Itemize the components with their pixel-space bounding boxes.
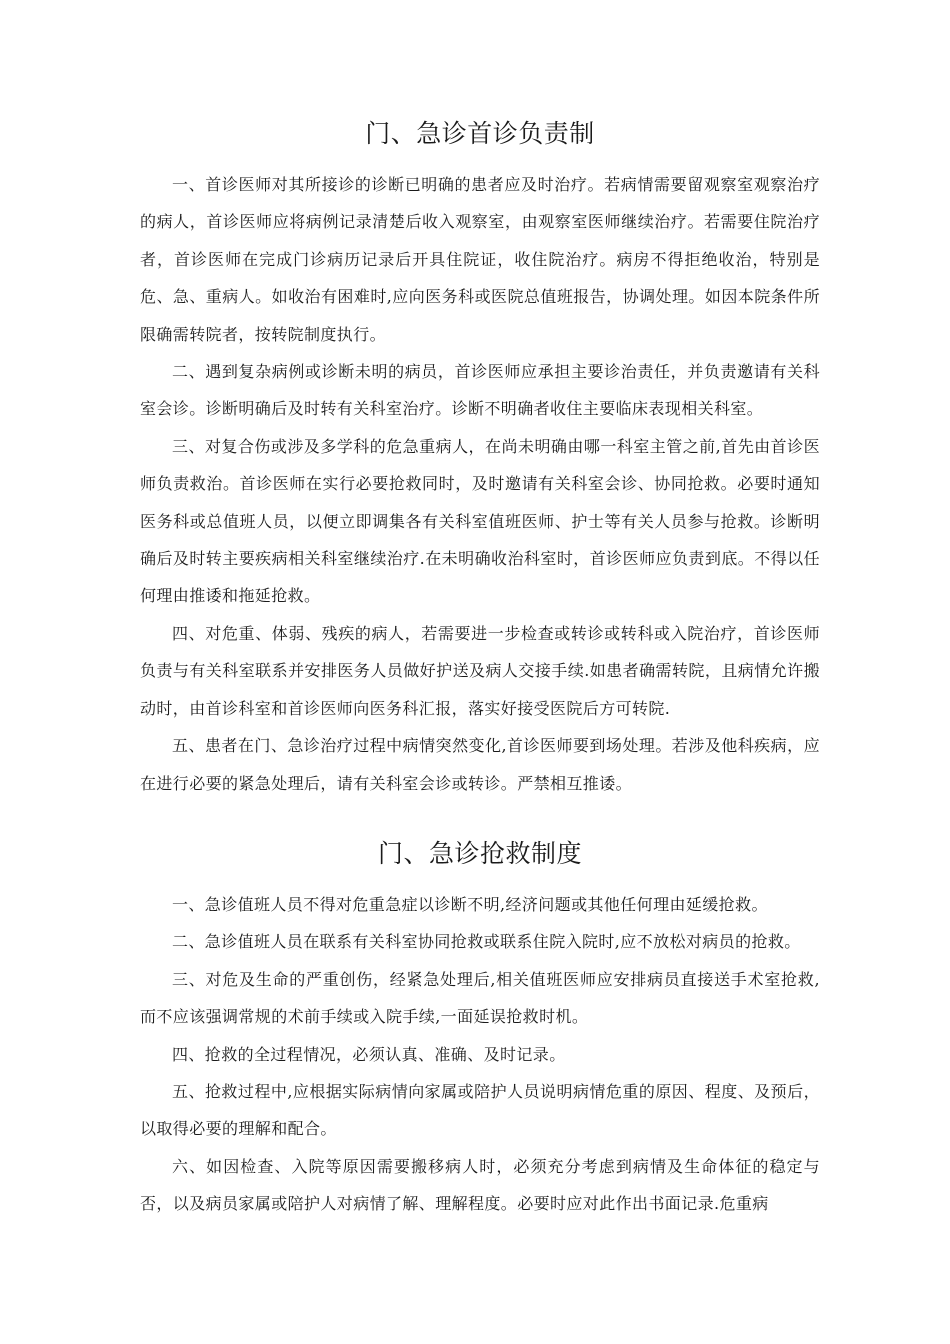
paragraph: 五、抢救过程中,应根据实际病情向家属或陪护人员说明病情危重的原因、程度、及预后，以取得必要的理解和配合。 (140, 1082, 820, 1139)
paragraph: 四、对危重、体弱、残疾的病人，若需要进一步检查或转诊或转科或入院治疗，首诊医师负责与有关科室联系并安排医务人员做好护送及病人交接手续.如患者确需转院，且病情允许搬动时，由首诊科室和首诊医师向医务科汇报，落实好接受医院后方可转院. (140, 623, 820, 718)
paragraph: 二、遇到复杂病例或诊断未明的病员，首诊医师应承担主要诊治责任，并负责邀请有关科室会诊。诊断明确后及时转有关科室治疗。诊断不明确者收住主要临床表现相关科室。 (140, 362, 820, 419)
paragraph: 三、对危及生命的严重创伤，经紧急处理后,相关值班医师应安排病员直接送手术室抢救,而不应该强调常规的术前手续或入院手续,一面延误抢救时机。 (140, 969, 820, 1027)
paragraph: 一、首诊医师对其所接诊的诊断已明确的患者应及时治疗。若病情需要留观察室观察治疗的病人，首诊医师应将病例记录清楚后收入观察室，由观察室医师继续治疗。若需要住院治疗者，首诊医师在完成门诊病历记录后开具住院证，收住院治疗。病房不得拒绝收治，特别是危、急、重病人。如收治有困难时,应向医务科或医院总值班报告，协调处理。如因本院条件所限确需转院者，按转院制度执行。 (140, 175, 820, 344)
section-title: 门、急诊首诊负责制 (365, 119, 595, 148)
section-emergency-rescue (140, 832, 820, 1223)
paragraph: 一、急诊值班人员不得对危重急症以诊断不明,经济问题或其他任何理由延缓抢救。 (172, 895, 768, 914)
paragraph: 三、对复合伤或涉及多学科的危急重病人，在尚未明确由哪一科室主管之前,首先由首诊医师负责救治。首诊医师在实行必要抢救同时，及时邀请有关科室会诊、协同抢救。必要时通知医务科或总值班人员，以便立即调集各有关科室值班医师、护士等有关人员参与抢救。诊断明确后及时转主要疾病相关科室继续治疗.在未明确收治科室时，首诊医师应负责到底。不得以任何理由推诿和拖延抢救。 (140, 436, 820, 606)
paragraph: 五、患者在门、急诊治疗过程中病情突然变化,首诊医师要到场处理。若涉及他科疾病，应在进行必要的紧急处理后，请有关科室会诊或转诊。严禁相互推诿。 (140, 736, 820, 793)
paragraph: 二、急诊值班人员在联系有关科室协同抢救或联系住院入院时,应不放松对病员的抢救。 (172, 932, 801, 952)
paragraph: 四、抢救的全过程情况，必须认真、准确、及时记录。 (172, 1044, 566, 1064)
paragraph: 六、如因检查、入院等原因需要搬移病人时，必须充分考虑到病情及生命体征的稳定与否，以及病员家属或陪护人对病情了解、理解程度。必要时应对此作出书面记录.危重病 (140, 1156, 820, 1214)
section-title: 门、急诊抢救制度 (377, 839, 582, 868)
section-first-visit-responsibility (140, 112, 820, 802)
